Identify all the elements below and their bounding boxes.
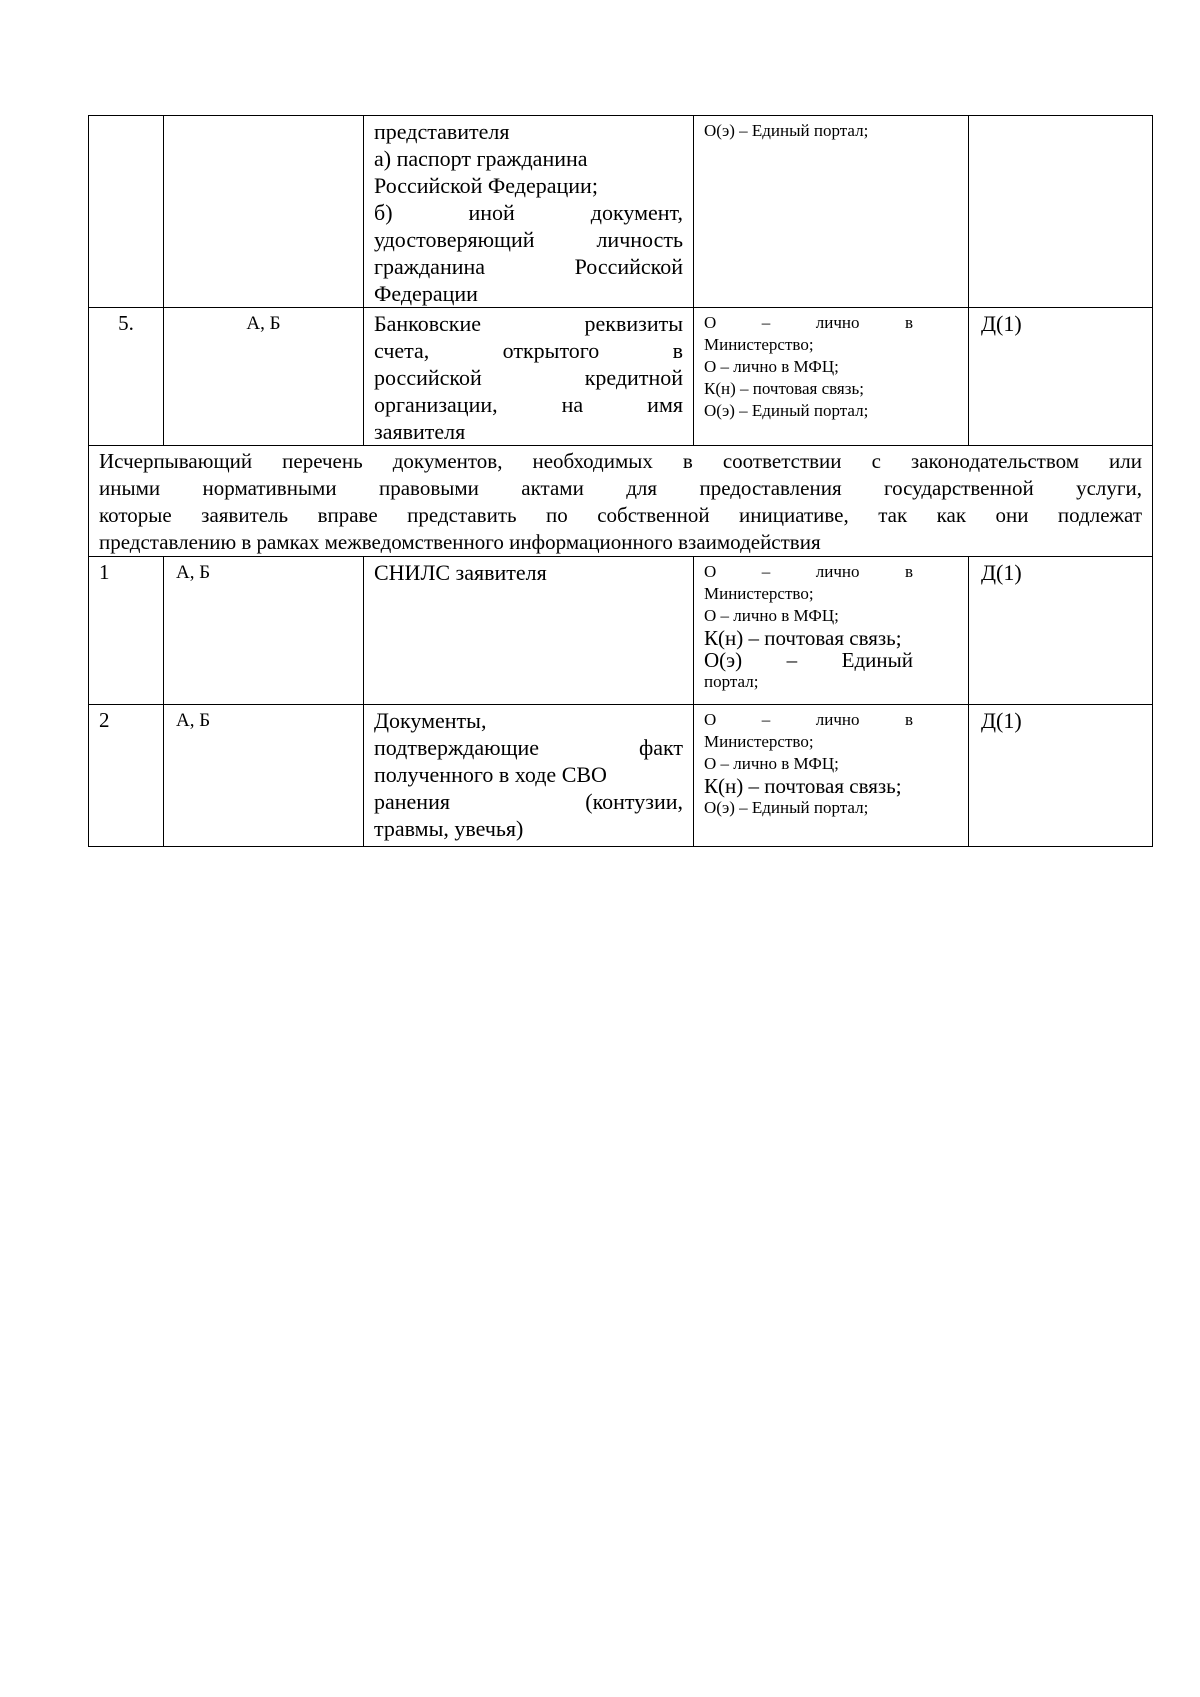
table-row — [89, 308, 1153, 446]
document-line: счета, открытого в — [374, 338, 683, 363]
document-line: ранения (контузии, — [374, 789, 683, 814]
row-number: 1 — [89, 557, 164, 705]
document-line: травмы, увечья) — [374, 816, 524, 841]
document-line: Федерации — [374, 281, 478, 306]
method-line: О – лично в — [704, 562, 913, 581]
row-category: А, Б — [164, 308, 364, 446]
method-line: портал; — [704, 672, 759, 691]
document-line: а) паспорт гражданина — [374, 146, 588, 171]
method-line: К(н) – почтовая связь; — [704, 626, 902, 650]
document-line: удостоверяющий личность — [374, 227, 683, 252]
method-line: О – лично в — [704, 710, 913, 729]
method-line: О(э) – Единый — [704, 648, 913, 672]
method-line: Министерство; — [704, 732, 814, 751]
row-number: 2 — [89, 705, 164, 847]
method-line: О – лично в — [704, 313, 913, 332]
section-header-line: которые заявитель вправе представить по собственной инициативе, так как они подлежат — [99, 503, 1142, 527]
row-methods — [694, 705, 969, 847]
method-line: О(э) – Единый портал; — [704, 798, 869, 817]
row-result: Д(1) — [969, 705, 1153, 847]
row-methods — [694, 308, 969, 446]
row-number: 5. — [89, 308, 164, 446]
method-line: О – лично в МФЦ; — [704, 357, 839, 376]
method-line: Министерство; — [704, 584, 814, 603]
document-line: СНИЛС заявителя — [374, 560, 547, 585]
method-line: Министерство; — [704, 335, 814, 354]
row-category: А, Б — [164, 557, 364, 705]
section-header — [89, 446, 1153, 557]
document-sheet — [88, 115, 1152, 847]
section-header-line: представлению в рамках межведомственного информационного взаимодействия — [99, 530, 821, 554]
method-line: О – лично в МФЦ; — [704, 754, 839, 773]
section-header-line: иными нормативными правовыми актами для предоставления государственной услуги, — [99, 476, 1142, 500]
method-line: О – лично в МФЦ; — [704, 606, 839, 625]
section-header-row — [89, 446, 1153, 557]
row-category — [164, 116, 364, 308]
row-document — [364, 116, 694, 308]
method-line: О(э) – Единый портал; — [704, 401, 869, 420]
document-line: организации, на имя — [374, 392, 683, 417]
document-line: гражданина Российской — [374, 254, 683, 279]
row-result: Д(1) — [969, 308, 1153, 446]
document-line: полученного в ходе СВО — [374, 762, 607, 787]
row-document — [364, 308, 694, 446]
row-result — [969, 116, 1153, 308]
documents-table — [88, 115, 1153, 847]
document-line: подтверждающие факт — [374, 735, 683, 760]
document-line: Российской Федерации; — [374, 173, 598, 198]
document-line: Банковские реквизиты — [374, 311, 683, 336]
method-line: К(н) – почтовая связь; — [704, 379, 864, 398]
row-methods — [694, 557, 969, 705]
table-row — [89, 705, 1153, 847]
row-document — [364, 557, 694, 705]
table-row — [89, 116, 1153, 308]
row-result: Д(1) — [969, 557, 1153, 705]
document-line: представителя — [374, 119, 510, 144]
table-row — [89, 557, 1153, 705]
document-line: Документы, — [374, 708, 487, 733]
document-line: заявителя — [374, 419, 466, 444]
section-header-line: Исчерпывающий перечень документов, необходимых в соответствии с законодательством или — [99, 449, 1142, 473]
document-line: б) иной документ, — [374, 200, 683, 225]
method-line: О(э) – Единый портал; — [704, 121, 869, 140]
row-number — [89, 116, 164, 308]
row-methods — [694, 116, 969, 308]
row-document — [364, 705, 694, 847]
row-category: А, Б — [164, 705, 364, 847]
document-line: российской кредитной — [374, 365, 683, 390]
method-line: К(н) – почтовая связь; — [704, 774, 902, 798]
